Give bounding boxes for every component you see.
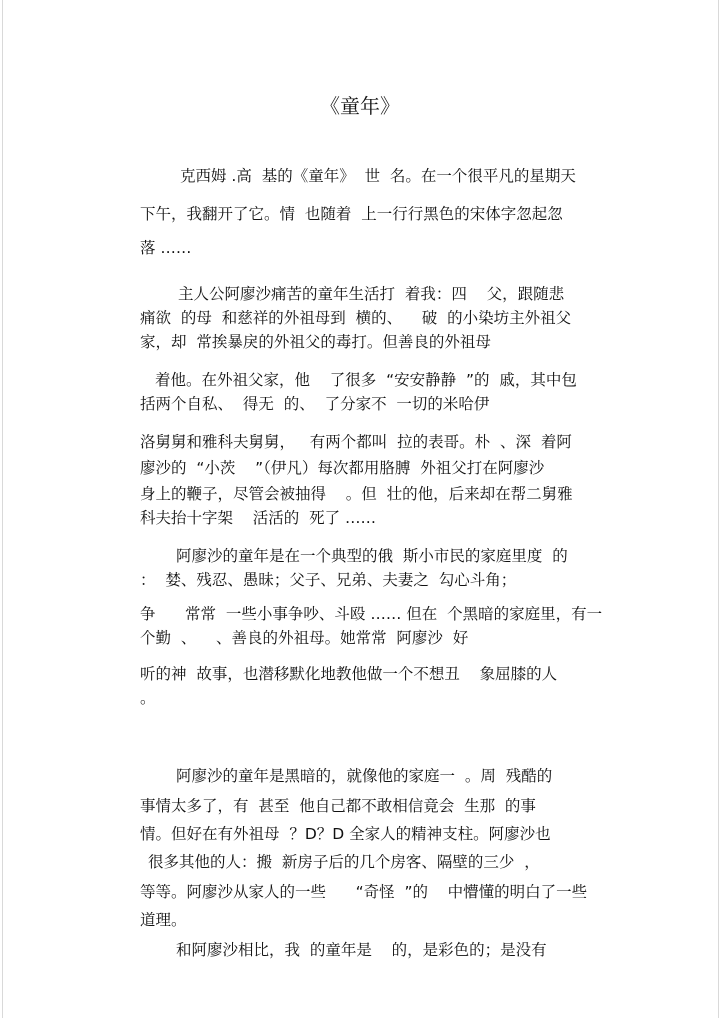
text-line: 阿廖沙的童年是黑暗的，就像他的家庭一 。周 残酷的 — [176, 767, 553, 785]
text-line: 情。但好在有外祖母 ？D？D 全家人的精神支柱。阿廖沙也 — [140, 825, 551, 843]
text-line: 家，却 常挨暴戾的外祖父的毒打。但善良的外祖母 — [140, 333, 491, 351]
text-line: 廖沙的 “小茨 ”（伊凡）每次都用胳膊 外祖父打在阿廖沙 — [140, 459, 545, 477]
text-line: 洛舅舅和雅科夫舅舅， 有两个都叫 拉的表哥。朴 、深 着阿 — [140, 433, 572, 451]
text-line: 。 — [140, 689, 156, 707]
text-line: 争 常常 一些小事争吵、斗殴 …… 但在 个黑暗的家庭里，有一 — [140, 605, 603, 623]
text-line: 和阿廖沙相比，我 的童年是 的，是彩色的；是没有 — [176, 941, 547, 959]
text-line: 道理。 — [140, 911, 187, 929]
text-line: 下午，我翻开了它。情 也随着 上一行行黑色的宋体字忽起忽 — [140, 205, 563, 223]
page-border-right — [718, 0, 719, 1018]
text-line: 科夫抬十字架 活活的 死了 …… — [140, 509, 376, 527]
document-title: 《童年》 — [320, 94, 400, 118]
text-line: 克西姆 .高 基的《童年》 世 名。在一个很平凡的星期天 — [180, 167, 576, 185]
text-line: 括两个自私、 得无 的、 了分家不 一切的米哈伊 — [140, 395, 490, 413]
text-line: 很多其他的人：搬 新房子后的几个房客、隔壁的三少 ， — [148, 853, 540, 871]
text-line: 事情太多了，有 甚至 他自己都不敢相信竟会 生那 的事 — [140, 797, 536, 815]
text-line: 等等。阿廖沙从家人的一些 “奇怪 ”的 中懵懂的明白了一些 — [140, 883, 588, 901]
text-line: 着他。在外祖父家，他 了很多 “安安静静 ”的 戚，其中包 — [155, 371, 577, 389]
text-line: 身上的鞭子，尽管会被抽得 。但 壮的他，后来却在帮二舅雅 — [140, 485, 573, 503]
text-line: 落 …… — [140, 239, 192, 257]
text-line: 阿廖沙的童年是在一个典型的俄 斯小市民的家庭里度 的 — [176, 547, 568, 565]
text-line: 主人公阿廖沙痛苦的童年生活打 着我：四 父，跟随悲 — [178, 285, 565, 303]
text-line: 个勤 、 、善良的外祖母。她常常 阿廖沙 好 — [140, 629, 469, 647]
text-line: 痛欲 的母 和慈祥的外祖母到 横的、 破 的小染坊主外祖父 — [140, 309, 572, 327]
text-line: 听的神 故事，也潜移默化地教他做一个不想丑 象屈膝的人 — [140, 665, 558, 683]
page-border-left — [2, 0, 3, 1018]
text-line: ： 婪、残忍、愚昧；父子、兄弟、夫妻之 勾心斗角； — [140, 571, 517, 589]
